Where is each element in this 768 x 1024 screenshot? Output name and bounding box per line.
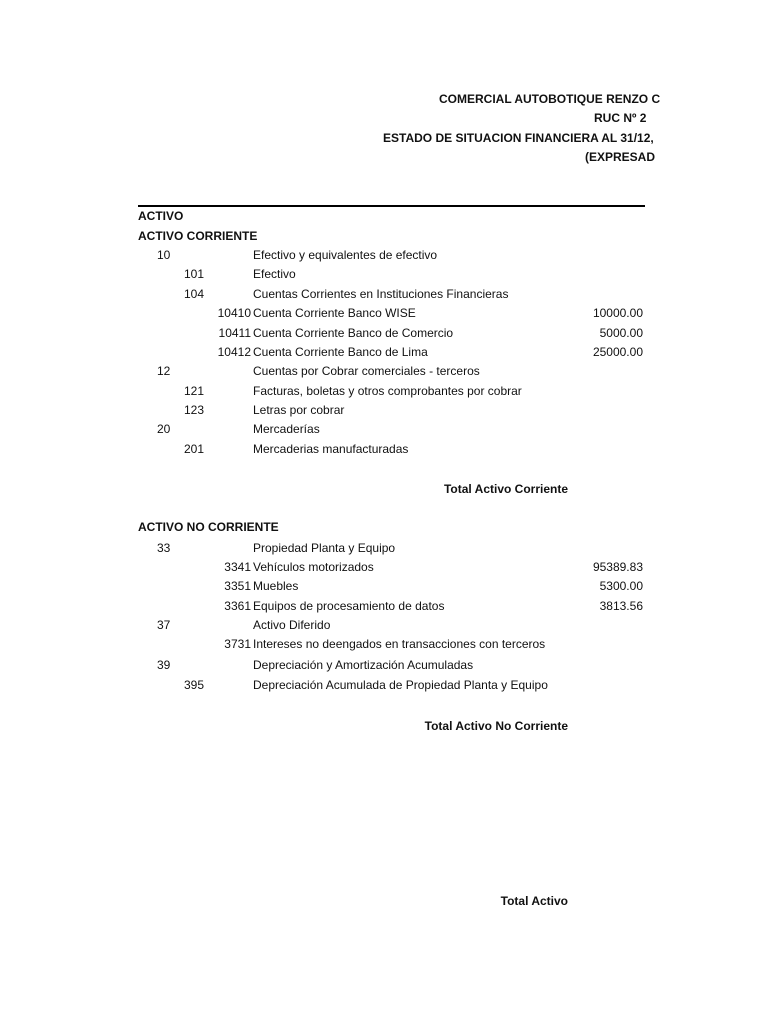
account-code: 10410 <box>217 306 251 320</box>
account-name: Depreciación Acumulada de Propiedad Planta y Equipo <box>253 678 548 692</box>
account-code: 101 <box>184 267 205 281</box>
header-divider <box>138 205 645 207</box>
account-amount: 25000.00 <box>592 345 643 359</box>
account-name: Cuenta Corriente Banco WISE <box>253 306 416 320</box>
account-name: Cuentas Corrientes en Instituciones Financieras <box>253 287 509 301</box>
account-name: Intereses no deengados en transacciones con terceros <box>253 637 546 651</box>
account-code: 10412 <box>217 345 251 359</box>
account-code: 3361 <box>224 599 251 613</box>
account-code: 10 <box>157 248 171 262</box>
total-activo-no-corriente: Total Activo No Corriente <box>424 719 568 733</box>
account-name: Vehículos motorizados <box>253 560 374 574</box>
account-name: Activo Diferido <box>253 618 331 632</box>
account-code: 3731 <box>224 637 251 651</box>
currency-note: (EXPRESAD <box>585 150 656 164</box>
account-name: Muebles <box>253 579 299 593</box>
account-code: 12 <box>157 364 171 378</box>
section-activo-no-corriente: ACTIVO NO CORRIENTE <box>138 520 279 534</box>
account-name: Cuenta Corriente Banco de Comercio <box>253 326 454 340</box>
account-amount: 5300.00 <box>599 579 643 593</box>
account-name: Facturas, boletas y otros comprobantes por cobrar <box>253 384 522 398</box>
account-code: 395 <box>184 678 205 692</box>
account-name: Cuenta Corriente Banco de Lima <box>253 345 428 359</box>
total-activo: Total Activo <box>500 894 568 908</box>
account-name: Mercaderías <box>253 422 320 436</box>
account-amount: 10000.00 <box>592 306 643 320</box>
section-activo-corriente: ACTIVO CORRIENTE <box>138 229 258 243</box>
account-name: Propiedad Planta y Equipo <box>253 541 396 555</box>
account-name: Efectivo y equivalentes de efectivo <box>253 248 438 262</box>
account-code: 37 <box>157 618 171 632</box>
total-activo-corriente: Total Activo Corriente <box>443 482 568 496</box>
account-code: 10411 <box>218 326 251 340</box>
account-amount: 3813.56 <box>599 599 643 613</box>
account-name: Efectivo <box>253 267 296 281</box>
account-name: Cuentas por Cobrar comerciales - terceros <box>253 364 480 378</box>
account-code: 33 <box>157 541 171 555</box>
account-code: 39 <box>157 658 171 672</box>
account-code: 104 <box>184 287 205 301</box>
section-activo: ACTIVO <box>138 209 184 223</box>
account-amount: 5000.00 <box>599 326 643 340</box>
account-amount: 95389.83 <box>592 560 643 574</box>
account-code: 201 <box>184 442 205 456</box>
account-name: Depreciación y Amortización Acumuladas <box>253 658 474 672</box>
account-code: 20 <box>157 422 171 436</box>
account-code: 3351 <box>224 579 251 593</box>
account-code: 121 <box>184 384 205 398</box>
account-name: Equipos de procesamiento de datos <box>253 599 445 613</box>
statement-title: ESTADO DE SITUACION FINANCIERA AL 31/12, <box>383 131 654 145</box>
ruc-label: RUC Nº 2 <box>594 111 647 125</box>
account-code: 3341 <box>224 560 251 574</box>
account-name: Mercaderias manufacturadas <box>253 442 409 456</box>
account-code: 123 <box>184 403 205 417</box>
account-name: Letras por cobrar <box>253 403 345 417</box>
company-name: COMERCIAL AUTOBOTIQUE RENZO C <box>439 92 661 106</box>
